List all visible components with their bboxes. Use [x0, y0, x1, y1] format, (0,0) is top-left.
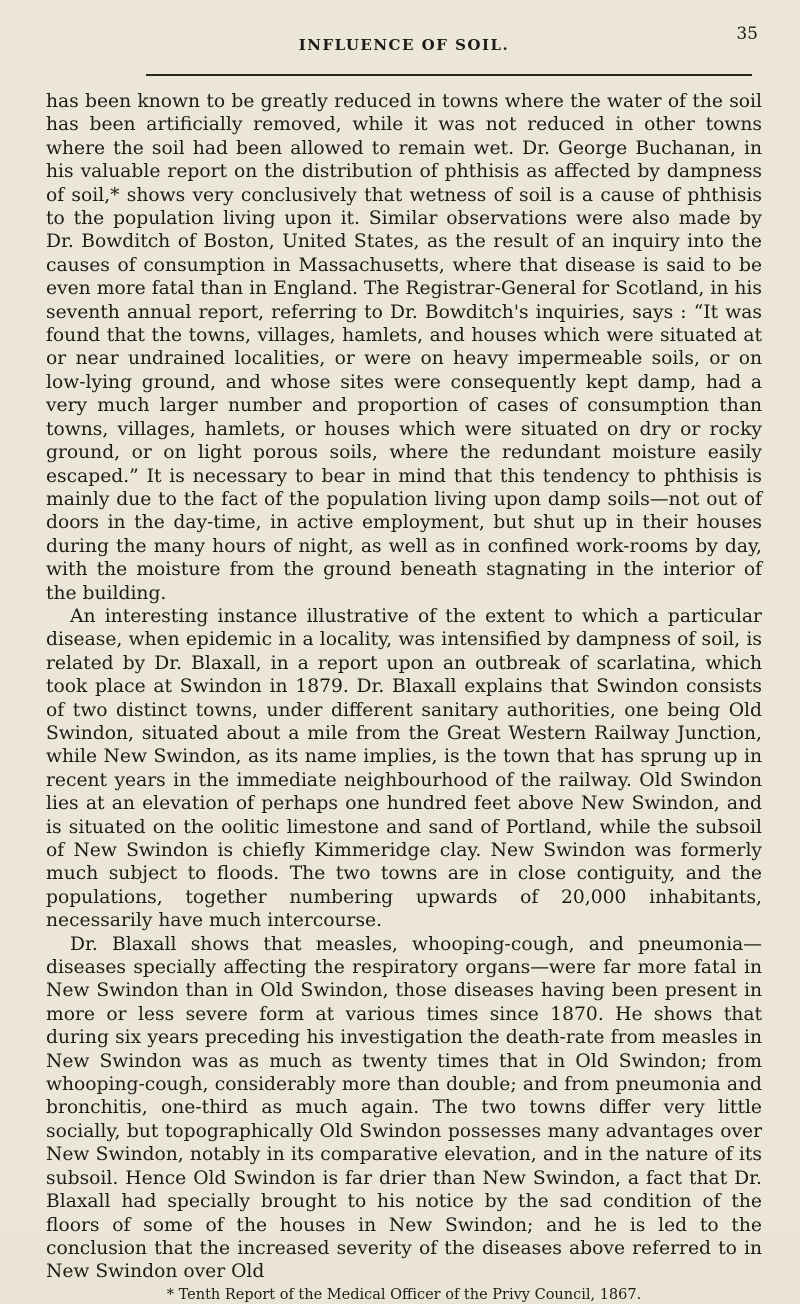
- paragraph-blaxall-findings: Dr. Blaxall shows that measles, whooping-cough, and pneumonia—diseases specially affecting the respiratory organs—were far more fatal in New Swindon than in Old Swindon, those diseases having been present in more or less severe form at various times since 1870. He shows that during six years preceding his investigation the death-rate from measles in New Swindon was as much as twenty times that in Old Swindon; from whooping-cough, considerably more than double; and from pneumonia and bronchitis, one-third as much again. The two towns differ very little socially, but topographically Old Swindon possesses many advantages over New Swindon, notably in its comparative elevation, and in the nature of its subsoil. Hence Old Swindon is far drier than New Swindon, a fact that Dr. Blaxall had specially brought to his notice by the sad condition of the floors of some of the houses in New Swindon; and he is led to the conclusion that the increased severity of the diseases above referred to in New Swindon over Old: [46, 933, 762, 1283]
- paragraph-continuation: has been known to be greatly reduced in towns where the water of the soil has been artificially removed, while it was not reduced in other towns where the soil had been allowed to remain wet. Dr. George Buchanan, in his valuable report on the distribution of phthisis as affected by dampness of soil,* shows very conclusively that wetness of soil is a cause of phthisis to the population living upon it. Similar observations were also made by Dr. Bowditch of Boston, United States, as the result of an inquiry into the causes of consumption in Massachusetts, where that disease is said to be even more fatal than in England. The Registrar-General for Scotland, in his seventh annual report, referring to Dr. Bowditch's inquiries, says : “It was found that the towns, villages, hamlets, and houses which were situated at or near undrained localities, or were on heavy impermeable soils, or on low-lying ground, and whose sites were consequently kept damp, had a very much larger number and proportion of cases of consumption than towns, villages, hamlets, or houses which were situated on dry or rocky ground, or on light porous soils, where the redundant moisture easily escaped.” It is necessary to bear in mind that this tendency to phthisis is mainly due to the fact of the population living upon damp soils—not out of doors in the day-time, in active employment, but shut up in their houses during the many hours of night, as well as in confined work-rooms by day, with the moisture from the ground beneath stagnating in the interior of the building.: [46, 91, 762, 604]
- running-head: [46, 22, 762, 52]
- body-text: [46, 90, 762, 1284]
- footnote: * Tenth Report of the Medical Officer of the Privy Council, 1867.: [166, 1286, 642, 1303]
- page-number: 35: [736, 24, 758, 44]
- running-title: INFLUENCE OF SOIL.: [298, 36, 510, 54]
- paragraph-swindon-instance: An interesting instance illustrative of the extent to which a particular disease, when epidemic in a locality, was intensified by dampness of soil, is related by Dr. Blaxall, in a report upon an outbreak of scarlatina, which took place at Swindon in 1879. Dr. Blaxall explains that Swindon consists of two distinct towns, under different sanitary authorities, one being Old Swindon, situated about a mile from the Great Western Railway Junction, while New Swindon, as its name implies, is the town that has sprung up in recent years in the immediate neighbourhood of the railway. Old Swindon lies at an elevation of perhaps one hundred feet above New Swindon, and is situated on the oolitic limestone and sand of Portland, while the subsoil of New Swindon is chiefly Kimmeridge clay. New Swindon was formerly much subject to floods. The two towns are in close contiguity, and the populations, together numbering upwards of 20,000 inhabitants, necessarily have much intercourse.: [46, 605, 762, 932]
- header-rule: [146, 74, 752, 76]
